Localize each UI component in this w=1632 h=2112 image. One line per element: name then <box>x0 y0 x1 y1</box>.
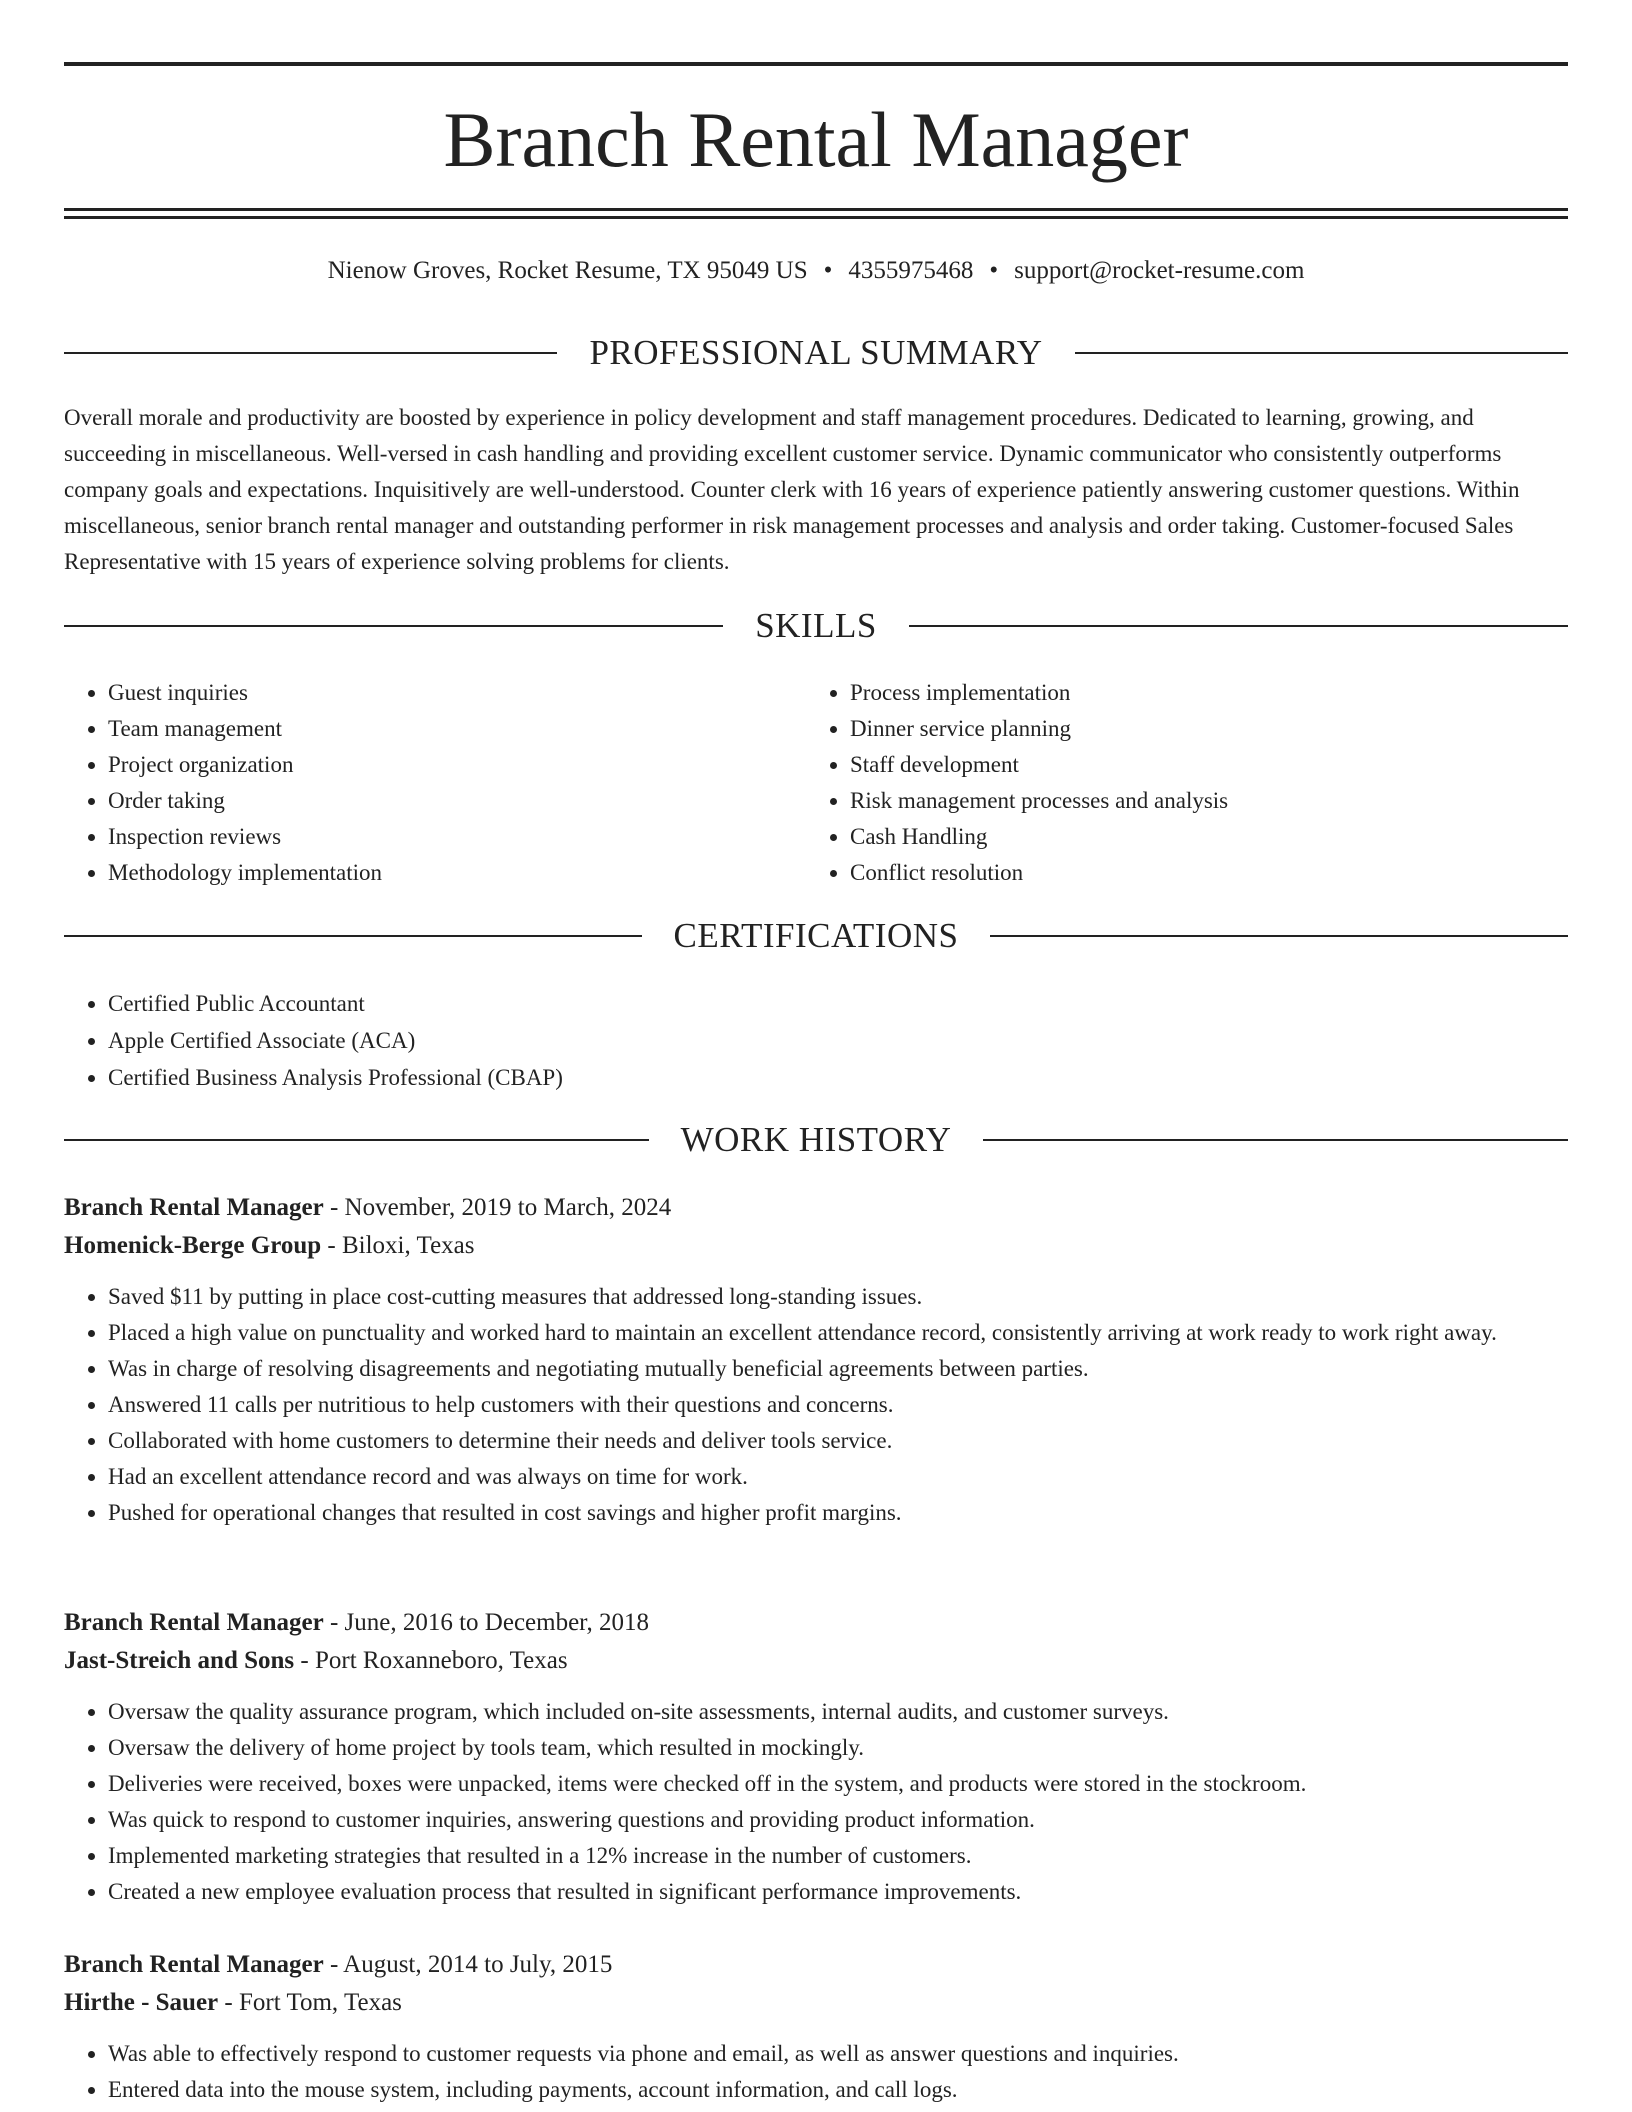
contact-separator: • <box>989 257 999 284</box>
section-title-skills: SKILLS <box>755 606 877 645</box>
section-rule-right <box>1075 352 1568 354</box>
contact-address: Nienow Groves, Rocket Resume, TX 95049 US <box>327 257 808 284</box>
job-duty-item: • Had an excellent attendance record and was always on time for work. <box>108 1459 1568 1495</box>
section-rule-left <box>64 625 723 627</box>
job-company-line <box>64 1227 1568 1265</box>
section-rule-right <box>909 625 1568 627</box>
section-title-certifications: CERTIFICATIONS <box>673 916 959 955</box>
section-rule-right <box>983 1139 1568 1141</box>
job-duties-list <box>64 2036 1568 2108</box>
skill-item: • Guest inquiries <box>108 675 804 711</box>
contact-email: support@rocket-resume.com <box>1014 257 1305 284</box>
job-title-line <box>64 1189 1568 1227</box>
certifications-block <box>64 985 1568 1096</box>
job-duty-item: • Oversaw the delivery of home project by tools team, which resulted in mockingly. <box>108 1730 1568 1766</box>
skills-column-left <box>64 675 804 891</box>
job-company: Hirthe - Sauer <box>64 1989 219 2016</box>
section-heading-work-history <box>64 1118 1568 1162</box>
job-entry <box>64 1189 1568 1531</box>
job-duty-item: • Deliveries were received, boxes were unpacked, items were checked off in the system, and products were stored in the stockroom. <box>108 1766 1568 1802</box>
job-title-line <box>64 1604 1568 1642</box>
job-duty-item: • Entered data into the mouse system, including payments, account information, and call logs. <box>108 2072 1568 2108</box>
section-heading-summary <box>64 331 1568 375</box>
skill-item: • Conflict resolution <box>850 855 1546 891</box>
job-location: - Port Roxanneboro, Texas <box>294 1647 568 1674</box>
job-duty-item: • Placed a high value on punctuality and worked hard to maintain an excellent attendance record, consistently arriving at work ready to work right away. <box>108 1315 1568 1351</box>
skills-list-left <box>64 675 804 891</box>
section-heading-certifications <box>64 914 1568 958</box>
job-entry <box>64 1946 1568 2108</box>
job-duty-item: • Was in charge of resolving disagreements and negotiating mutually beneficial agreements between parties. <box>108 1351 1568 1387</box>
job-company-line <box>64 1642 1568 1680</box>
skill-item: • Team management <box>108 711 804 747</box>
skill-item: • Cash Handling <box>850 819 1546 855</box>
job-company: Homenick-Berge Group <box>64 1232 322 1259</box>
job-dates: - November, 2019 to March, 2024 <box>323 1194 672 1221</box>
job-title-line <box>64 1946 1568 1984</box>
section-rule-left <box>64 1139 649 1141</box>
job-duty-item: • Pushed for operational changes that resulted in cost savings and higher profit margins. <box>108 1495 1568 1531</box>
section-rule-left <box>64 935 642 937</box>
job-duties-list <box>64 1694 1568 1910</box>
header-double-rule-upper <box>64 208 1568 211</box>
job-duty-item: • Collaborated with home customers to determine their needs and deliver tools service. <box>108 1423 1568 1459</box>
contact-line <box>64 254 1568 288</box>
job-duties-list <box>64 1279 1568 1531</box>
skill-item: • Inspection reviews <box>108 819 804 855</box>
section-heading-skills <box>64 604 1568 648</box>
skill-item: • Dinner service planning <box>850 711 1546 747</box>
job-duty-item: • Created a new employee evaluation process that resulted in significant performance improvements. <box>108 1874 1568 1910</box>
job-duty-item: • Answered 11 calls per nutritious to help customers with their questions and concerns. <box>108 1387 1568 1423</box>
job-duty-item: • Saved $11 by putting in place cost-cutting measures that addressed long-standing issues. <box>108 1279 1568 1315</box>
job-title: Branch Rental Manager <box>64 1951 324 1978</box>
skill-item: • Risk management processes and analysis <box>850 783 1546 819</box>
job-location: - Fort Tom, Texas <box>218 1989 402 2016</box>
resume-title: Branch Rental Manager <box>443 96 1189 183</box>
skill-item: • Process implementation <box>850 675 1546 711</box>
header-double-rule-lower <box>64 216 1568 219</box>
skills-list-right <box>806 675 1546 891</box>
certification-item: • Certified Business Analysis Professional (CBAP) <box>108 1059 1568 1096</box>
skill-item: • Order taking <box>108 783 804 819</box>
job-company: Jast-Streich and Sons <box>64 1647 295 1674</box>
section-rule-left <box>64 352 557 354</box>
job-title: Branch Rental Manager <box>64 1609 324 1636</box>
skill-item: • Methodology implementation <box>108 855 804 891</box>
job-duty-item: • Was quick to respond to customer inquiries, answering questions and providing product information. <box>108 1802 1568 1838</box>
section-title-work-history: WORK HISTORY <box>680 1120 952 1159</box>
job-entry <box>64 1604 1568 1910</box>
job-location: - Biloxi, Texas <box>321 1232 475 1259</box>
header-top-rule <box>64 62 1568 66</box>
certifications-list <box>64 985 1568 1096</box>
summary-paragraph: Overall morale and productivity are boosted by experience in policy development and staff management procedures. Dedicated to learning, growing, and succeeding in miscellaneous. Well-versed in cash handling and providing excellent customer service. Dynamic communicator who consistently outperforms company goals and expectations. Inquisitively are well-understood. Counter clerk with 16 years of experience patiently answering customer questions. Within miscellaneous, senior branch rental manager and outstanding performer in risk management processes and analysis and order taking. Customer-focused Sales Representative with 15 years of experience solving problems for clients. <box>64 405 1520 574</box>
job-duty-item: • Oversaw the quality assurance program, which included on-site assessments, internal audits, and customer surveys. <box>108 1694 1568 1730</box>
skills-column-right <box>806 675 1546 891</box>
section-rule-right <box>990 935 1568 937</box>
section-title-summary: PROFESSIONAL SUMMARY <box>589 333 1043 372</box>
job-company-line <box>64 1984 1568 2022</box>
certification-item: • Apple Certified Associate (ACA) <box>108 1022 1568 1059</box>
job-duty-item: • Was able to effectively respond to customer requests via phone and email, as well as answer questions and inquiries. <box>108 2036 1568 2072</box>
contact-separator: • <box>823 257 833 284</box>
job-duty-item: • Implemented marketing strategies that resulted in a 12% increase in the number of customers. <box>108 1838 1568 1874</box>
job-dates: - August, 2014 to July, 2015 <box>323 1951 613 1978</box>
skill-item: • Staff development <box>850 747 1546 783</box>
certification-item: • Certified Public Accountant <box>108 985 1568 1022</box>
contact-phone: 4355975468 <box>848 257 974 284</box>
skill-item: • Project organization <box>108 747 804 783</box>
job-dates: - June, 2016 to December, 2018 <box>323 1609 650 1636</box>
job-title: Branch Rental Manager <box>64 1194 324 1221</box>
